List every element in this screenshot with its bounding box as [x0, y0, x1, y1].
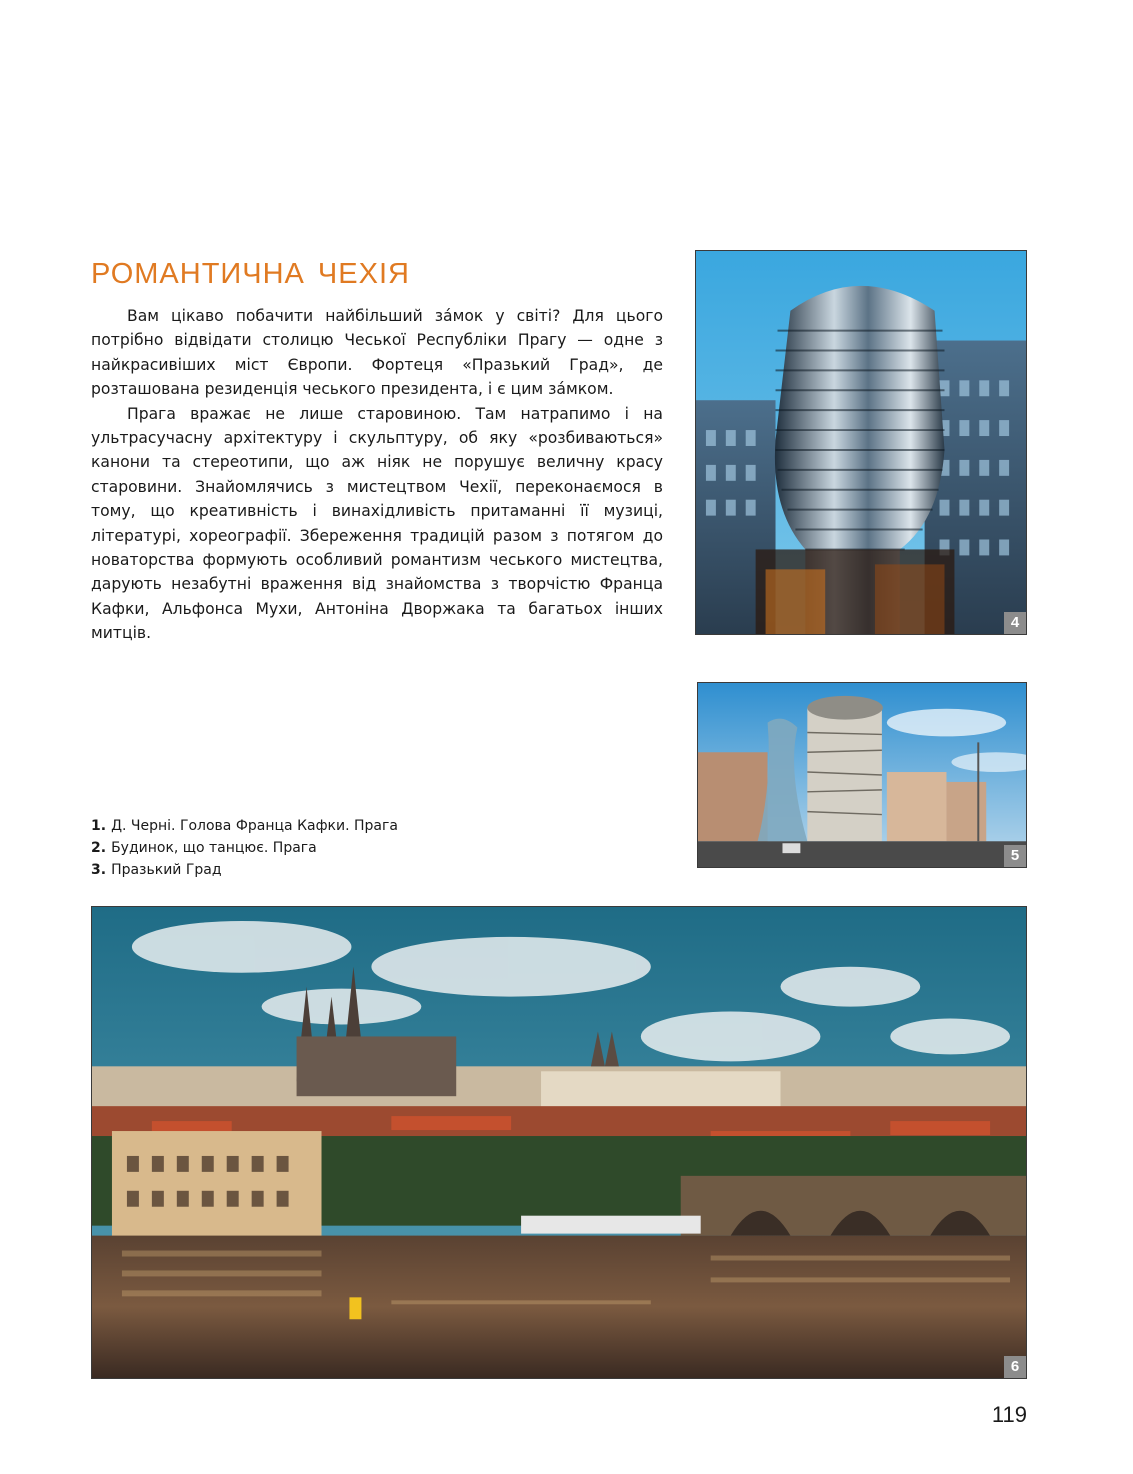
photo-kafka-head [695, 250, 1027, 635]
photo-prague-castle [91, 906, 1027, 1379]
photo-number-badge: 5 [1004, 845, 1026, 867]
caption-list [91, 815, 398, 881]
caption-text: Д. Черні. Голова Франца Кафки. Прага [111, 818, 398, 834]
photo-number-badge: 6 [1004, 1356, 1026, 1378]
caption-text: Будинок, що танцює. Прага [111, 840, 317, 856]
paragraph-2: Прага вражає не лише старовиною. Там натрапимо і на ультрасучасну архітектуру і скульптуру, об яку «розбиваються» канони та стереотипи, що аж ніяк не порушує величну красу старовини. Знайомлячись з мистецтвом Чехії, переконаємося в тому, що креативність і винахідливість притаманні її музиці, літературі, хореографії. Збереження традицій разом з потягом до новаторства формують особливий романтизм чеського мистецтва, дарують незабутні враження від знайомства з творчістю Франца Кафки, Альфонса Мухи, Антоніна Дворжака та багатьох інших митців. [91, 404, 663, 643]
caption-item [91, 815, 398, 837]
prague-castle-image [92, 907, 1026, 1378]
caption-item [91, 859, 398, 881]
caption-number: 3. [91, 862, 107, 878]
dancing-house-image [698, 683, 1026, 867]
caption-number: 1. [91, 818, 107, 834]
kafka-head-image [696, 251, 1026, 634]
paragraph-1: Вам цікаво побачити найбільший за́мок у світі? Для цього потрібно відвідати столицю Чеської Республіки Прагу — одне з найкрасивіших міст Європи. Фортеця «Празький Град», де розташована резиденція чеського президента, і є цим за́мком. [91, 307, 663, 399]
caption-number: 2. [91, 840, 107, 856]
caption-item [91, 837, 398, 859]
caption-text: Празький Град [111, 862, 222, 878]
photo-number-badge: 4 [1004, 612, 1026, 634]
section-heading: РОМАНТИЧНА ЧЕХІЯ [91, 258, 410, 290]
page-number: 119 [991, 1402, 1027, 1427]
article-body [91, 304, 663, 646]
photo-dancing-house [697, 682, 1027, 868]
